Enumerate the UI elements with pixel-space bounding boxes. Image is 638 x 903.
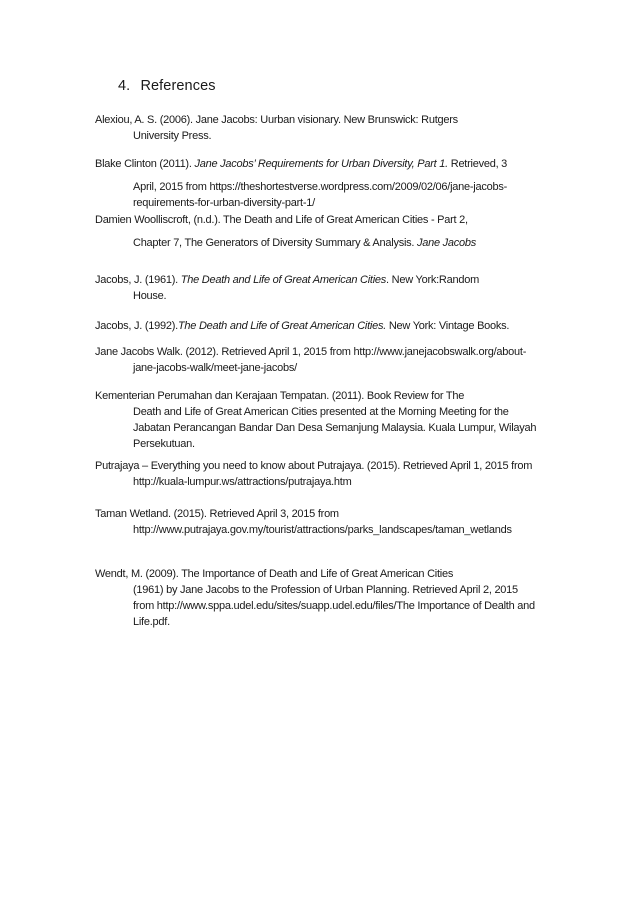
reference-line [95, 318, 509, 334]
reference-line [95, 506, 512, 522]
reference-line [95, 474, 532, 490]
reference-title-italic: The Death and Life of Great American Cities [180, 274, 387, 286]
reference-text: Damien Woolliscroft, (n.d.). The Death and Life of Great American Cities - Part 2, [95, 214, 468, 226]
reference-line [95, 436, 536, 452]
section-title: References [140, 78, 216, 94]
reference-text: Chapter 7, The Generators of Diversity Summary & Analysis. [133, 237, 417, 249]
reference-text: http://www.putrajaya.gov.my/tourist/attractions/parks_landscapes/taman_wetlands [133, 524, 512, 536]
reference-entry [95, 458, 532, 490]
reference-entry [95, 272, 479, 304]
reference-title-italic: The Death and Life of Great American Cities. [177, 320, 387, 332]
reference-text: University Press. [133, 130, 212, 142]
reference-text: Kementerian Perumahan dan Kerajaan Tempatan. (2011). Book Review for The [95, 390, 465, 402]
reference-text: New York: Vintage Books. [386, 320, 510, 332]
reference-line [95, 179, 507, 195]
reference-text: Jacobs, J. (1992). [95, 320, 178, 332]
reference-line-spacer [95, 172, 507, 179]
reference-entry [95, 566, 535, 630]
reference-text: (1961) by Jane Jacobs to the Profession of Urban Planning. Retrieved April 2, 2015 [133, 584, 518, 596]
reference-text: Putrajaya – Everything you need to know about Putrajaya. (2015). Retrieved April 1, 2015 from [95, 460, 533, 472]
reference-text: Taman Wetland. (2015). Retrieved April 3, 2015 from [95, 508, 339, 520]
reference-line [95, 388, 536, 404]
reference-line [95, 582, 535, 598]
reference-text: Jane Jacobs Walk. (2012). Retrieved April 1, 2015 from http://www.janejacobswalk.org/about- [95, 346, 527, 358]
reference-text: . New York:Random [386, 274, 479, 286]
reference-text: jane-jacobs-walk/meet-jane-jacobs/ [133, 362, 297, 374]
reference-text: Retrieved, 3 [447, 158, 508, 170]
reference-line-spacer [95, 228, 476, 235]
reference-text: Death and Life of Great American Cities presented at the Morning Meeting for the [133, 406, 509, 418]
reference-text: Jacobs, J. (1961). [95, 274, 181, 286]
reference-line [95, 235, 476, 251]
reference-text: April, 2015 from https://theshortestverse.wordpress.com/2009/02/06/jane-jacobs- [133, 181, 508, 193]
reference-entry [95, 506, 512, 538]
reference-line [95, 112, 458, 128]
reference-line [95, 598, 535, 614]
reference-line [95, 522, 512, 538]
reference-line [95, 288, 479, 304]
reference-text: Life.pdf. [133, 616, 170, 628]
reference-text: from http://www.sppa.udel.edu/sites/suapp.udel.edu/files/The Importance of Dealth and [133, 600, 535, 612]
reference-title-italic: Jane Jacobs’ Requirements for Urban Diversity, Part 1. [194, 158, 448, 170]
reference-text: House. [133, 290, 167, 302]
reference-line [95, 195, 507, 211]
reference-text: Alexiou, A. S. (2006). Jane Jacobs: Uurban visionary. New Brunswick: Rutgers [95, 114, 458, 126]
reference-entry [95, 318, 509, 334]
section-number: 4. [118, 78, 131, 94]
reference-text: Jabatan Perancangan Bandar Dan Desa Semanjung Malaysia. Kuala Lumpur, Wilayah [133, 422, 537, 434]
section-heading [118, 78, 216, 94]
reference-entry [95, 212, 476, 251]
reference-line [95, 360, 526, 376]
reference-line [95, 458, 532, 474]
reference-text: http://kuala-lumpur.ws/attractions/putrajaya.htm [133, 476, 352, 488]
reference-line [95, 404, 536, 420]
reference-text: Wendt, M. (2009). The Importance of Death and Life of Great American Cities [95, 568, 454, 580]
reference-line [95, 212, 476, 228]
reference-line [95, 156, 507, 172]
reference-line [95, 566, 535, 582]
reference-text: Blake Clinton (2011). [95, 158, 195, 170]
reference-line [95, 614, 535, 630]
reference-line [95, 272, 479, 288]
reference-entry [95, 112, 458, 144]
reference-line [95, 344, 526, 360]
reference-line [95, 420, 536, 436]
reference-entry [95, 344, 526, 376]
reference-line [95, 128, 458, 144]
reference-entry [95, 388, 536, 452]
reference-entry [95, 156, 507, 211]
reference-text: Persekutuan. [133, 438, 195, 450]
reference-title-italic: Jane Jacobs [417, 237, 477, 249]
reference-text: requirements-for-urban-diversity-part-1/ [133, 197, 315, 209]
